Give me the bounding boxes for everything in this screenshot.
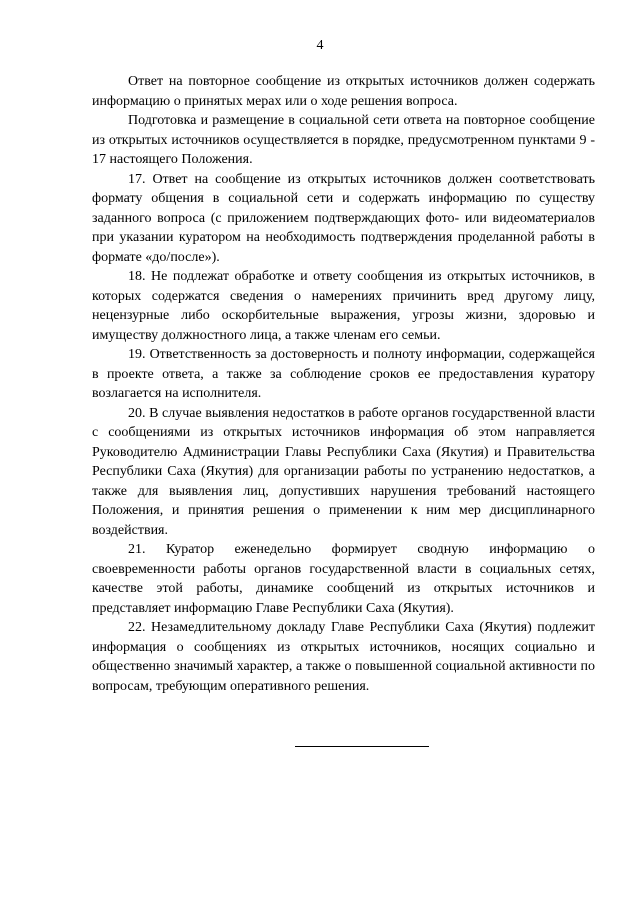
paragraph-item-19: 19. Ответственность за достоверность и полноту информации, содержащейся в проекте ответа, а также за соблюдение сроков ее предоставления куратору возлагается на исполнителя. bbox=[92, 347, 595, 401]
page-number: 4 bbox=[316, 38, 324, 53]
document-body bbox=[92, 72, 595, 696]
paragraph-item-22: 22. Незамедлительному докладу Главе Республики Саха (Якутия) подлежит информация о сообщениях из открытых источников, носящих социально и общественно значимый характер, а также о повышенной социальной активности по вопросам, требующим оперативного решения. bbox=[92, 620, 595, 694]
paragraph-item-18: 18. Не подлежат обработке и ответу сообщения из открытых источников, в которых содержатся сведения о намерениях причинить вред другому лицу, нецензурные либо оскорбительные выражения, угрозы жизни, здоровью и имуществу должностного лица, а также членам его семьи. bbox=[92, 269, 595, 343]
paragraph-item-21: 21. Куратор еженедельно формирует сводную информацию о своевременности работы органов государственной власти в социальных сетях, качестве этой работы, динамике сообщений из открытых источников и представляет информацию Главе Республики Саха (Якутия). bbox=[92, 542, 595, 616]
paragraph-repeat-answer-content: Ответ на повторное сообщение из открытых источников должен содержать информацию о принятых мерах или о ходе решения вопроса. bbox=[92, 74, 595, 109]
paragraph-item-17: 17. Ответ на сообщение из открытых источников должен соответствовать формату общения в социальной сети и содержать информацию по существу заданного вопроса (с приложением подтверждающих фото- или видеоматериалов при указании куратором на необходимость подтверждения проделанной работы в формате «до/после»). bbox=[92, 171, 595, 265]
paragraph-item-20: 20. В случае выявления недостатков в работе органов государственной власти с сообщениями из открытых источников информация об этом направляется Руководителю Администрации Главы Республики Саха (Якутия) и Правительства Республики Саха (Якутия) для организации работы по устранению недостатков, а также для выявления лиц, допустивших нарушения требований настоящего Положения, и принятия решения о применении к ним мер дисциплинарного воздействия. bbox=[92, 405, 595, 538]
end-divider-line bbox=[295, 746, 429, 747]
paragraph-repeat-answer-procedure: Подготовка и размещение в социальной сети ответа на повторное сообщение из открытых источников осуществляется в порядке, предусмотренном пунктами 9 - 17 настоящего Положения. bbox=[92, 113, 595, 167]
